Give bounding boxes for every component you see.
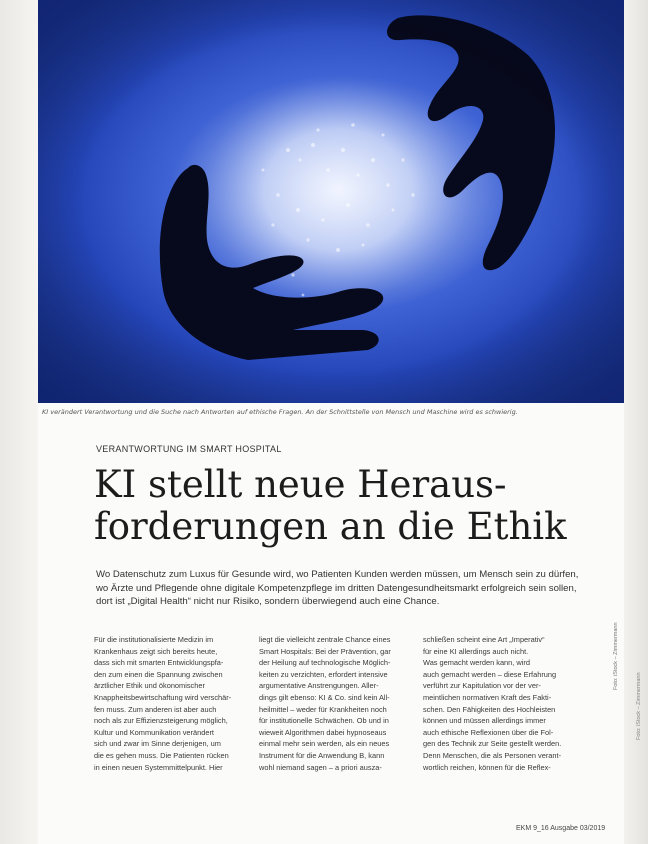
side-credit: Foto: iStock – Zimmermann	[636, 672, 642, 740]
photo-credit: Foto: iStock – Zimmermann	[613, 622, 619, 690]
body-line: den zum einen die Spannung zwischen	[94, 669, 223, 679]
body-line: argumentative Anstrengungen. Aller-	[259, 681, 379, 691]
body-line: der Heilung auf technologische Möglich-	[259, 658, 391, 668]
lead-line: wo Ärzte und Pflegende ohne digitale Kompetenzpflege im dritten Datengesundheitsmarkt erfolgreich sein sollen,	[96, 582, 577, 594]
body-line: noch als zur Effizienzsteigerung möglich,	[94, 716, 228, 726]
photo-caption: KI verändert Verantwortung und die Suche nach Antworten auf ethische Fragen. An der Schnittstelle von Mensch und Maschine wird es schwierig.	[42, 408, 518, 416]
body-line: Kultur und Kommunikation verändert	[94, 727, 214, 737]
lead-line: dort ist „Digital Health“ nicht nur Risiko, sondern überwiegend auch eine Chance.	[96, 596, 440, 607]
hands-glowing-sphere-icon	[38, 0, 624, 403]
page-folio: EKM 9_16 Ausgabe 03/2019	[516, 825, 606, 832]
body-line: einmal mehr sein werden, als ein neues	[259, 739, 390, 749]
body-line: schen. Den Fähigkeiten des Hochleisten	[423, 704, 556, 714]
body-line: können und müssen allerdings immer	[423, 716, 546, 726]
hero-photo	[38, 0, 624, 403]
body-line: wohl niemand sagen – a priori ausza-	[259, 762, 382, 772]
article-headline	[94, 464, 594, 548]
headline-line: KI stellt neue Heraus-	[94, 463, 507, 506]
body-line: auch gemacht werden – diese Erfahrung	[423, 669, 557, 679]
body-line: schließen scheint eine Art „Imperativ“	[423, 635, 545, 644]
body-line: fen muss. Zum anderen ist aber auch	[94, 704, 217, 714]
body-line: Instrument für die Anwendung B, kann	[259, 750, 385, 760]
lead-line: Wo Datenschutz zum Luxus für Gesunde wird, wo Patienten Kunden werden müssen, um Mensch sein zu dürfen,	[96, 569, 579, 580]
body-line: dings gilt ebenso: KI & Co. sind kein All-	[259, 692, 390, 702]
article-lead	[96, 568, 601, 609]
body-column-2	[259, 634, 409, 773]
body-line: auch ethische Reflexionen über die Fol-	[423, 727, 554, 737]
body-line: für institutionelle Schwächen. Ob und in	[259, 716, 389, 726]
body-line: liegt die vielleicht zentrale Chance eines	[259, 635, 391, 644]
scan-left-margin	[0, 0, 38, 844]
body-line: Smart Hospitals: Bei der Prävention, gar	[259, 646, 391, 656]
headline-line: forderungen an die Ethik	[94, 505, 567, 548]
body-line: meintlichen normativen Kraft des Fakti-	[423, 692, 552, 702]
article-kicker: VERANTWORTUNG IM SMART HOSPITAL	[96, 444, 282, 454]
body-line: Für die institutionalisierte Medizin im	[94, 635, 214, 644]
body-line: Krankenhaus zeigt sich bereits heute,	[94, 646, 218, 656]
body-line: die es gehen muss. Die Patienten rücken	[94, 750, 229, 760]
body-line: in einen neuen Systemmittelpunkt. Hier	[94, 762, 223, 772]
magazine-page	[38, 0, 624, 844]
body-line: gen des Technik zur Seite gestellt werden.	[423, 739, 562, 749]
body-line: wieweit Algorithmen dabei hypnoseaus	[259, 727, 387, 737]
body-line: Denn Menschen, die als Personen verant-	[423, 750, 562, 760]
body-line: keiten zu verzichten, erfordert intensive	[259, 669, 388, 679]
body-line: wortlich reichen, können für die Reflex-	[423, 762, 551, 772]
body-line: sich und zwar im Sinne derjenigen, um	[94, 739, 221, 749]
body-line: ärztlicher Ethik und ökonomischer	[94, 681, 205, 691]
body-line: Was gemacht werden kann, wird	[423, 658, 530, 668]
body-line: dass sich mit smarten Entwicklungspfa-	[94, 658, 224, 668]
body-line: für eine KI allerdings auch nicht.	[423, 646, 529, 656]
body-column-1	[94, 634, 244, 773]
body-line: heilmittel – weder für Krankheiten noch	[259, 704, 387, 714]
body-column-3	[423, 634, 573, 773]
body-line: Knappheitsbewirtschaftung wird verschär-	[94, 692, 232, 702]
body-line: verführt zur Kapitulation vor der ver-	[423, 681, 541, 691]
